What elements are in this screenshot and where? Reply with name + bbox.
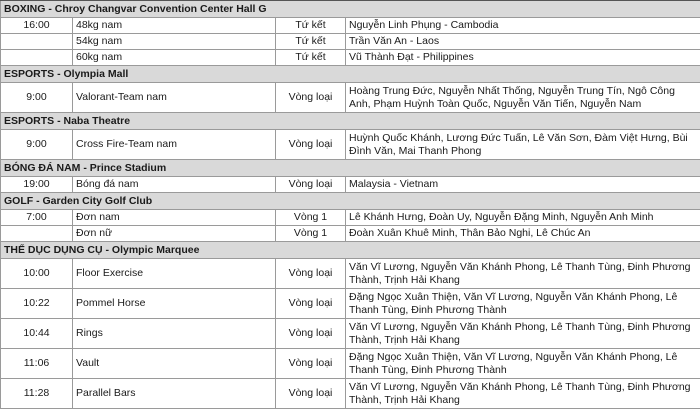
event-cell: Rings (73, 319, 276, 349)
time-cell (1, 226, 73, 242)
round-cell: Vòng 1 (276, 226, 346, 242)
round-cell: Vòng 1 (276, 210, 346, 226)
table-row (1, 319, 700, 349)
time-cell: 16:00 (1, 18, 73, 34)
section-title: THỂ DỤC DỤNG CỤ - Olympic Marquee (1, 242, 700, 259)
schedule-body (1, 1, 700, 409)
time-cell (1, 50, 73, 66)
table-row (1, 83, 700, 113)
section-title: BÓNG ĐÁ NAM - Prince Stadium (1, 160, 700, 177)
participants-cell: Vũ Thành Đạt - Philippines (346, 50, 700, 66)
participants-cell: Nguyễn Linh Phụng - Cambodia (346, 18, 700, 34)
table-row (1, 349, 700, 379)
round-cell: Vòng loại (276, 83, 346, 113)
table-row (1, 34, 700, 50)
time-cell: 11:06 (1, 349, 73, 379)
table-row (1, 379, 700, 409)
event-cell: Bóng đá nam (73, 177, 276, 193)
round-cell: Vòng loại (276, 259, 346, 289)
event-cell: Valorant-Team nam (73, 83, 276, 113)
round-cell: Tứ kết (276, 18, 346, 34)
round-cell: Tứ kết (276, 50, 346, 66)
round-cell: Vòng loại (276, 319, 346, 349)
section-header-gymnastics (1, 242, 700, 259)
time-cell: 10:00 (1, 259, 73, 289)
time-cell: 19:00 (1, 177, 73, 193)
round-cell: Tứ kết (276, 34, 346, 50)
participants-cell: Văn Vĩ Lương, Nguyễn Văn Khánh Phong, Lê Thanh Tùng, Đinh Phương Thành, Trịnh Hải Khang (346, 319, 700, 349)
section-title: GOLF - Garden City Golf Club (1, 193, 700, 210)
section-header-boxing (1, 1, 700, 18)
table-row (1, 210, 700, 226)
participants-cell: Hoàng Trung Đức, Nguyễn Nhất Thống, Nguyễn Trung Tín, Ngô Công Anh, Phạm Huỳnh Toàn Quốc, Nguyễn Văn Tiến, Nguyễn Nam (346, 83, 700, 113)
section-header-golf (1, 193, 700, 210)
section-title: ESPORTS - Naba Theatre (1, 113, 700, 130)
time-cell: 9:00 (1, 130, 73, 160)
event-cell: Floor Exercise (73, 259, 276, 289)
event-cell: Parallel Bars (73, 379, 276, 409)
round-cell: Vòng loại (276, 177, 346, 193)
round-cell: Vòng loại (276, 379, 346, 409)
section-header-esports-olympia (1, 66, 700, 83)
participants-cell: Đặng Ngọc Xuân Thiện, Văn Vĩ Lương, Nguyễn Văn Khánh Phong, Lê Thanh Tùng, Đinh Phương Thành (346, 289, 700, 319)
participants-cell: Huỳnh Quốc Khánh, Lương Đức Tuấn, Lê Văn Sơn, Đàm Việt Hưng, Bùi Đình Văn, Mai Thanh Phong (346, 130, 700, 160)
event-cell: Đơn nữ (73, 226, 276, 242)
event-cell: Cross Fire-Team nam (73, 130, 276, 160)
round-cell: Vòng loại (276, 289, 346, 319)
participants-cell: Đoàn Xuân Khuê Minh, Thân Bảo Nghi, Lê Chúc An (346, 226, 700, 242)
round-cell: Vòng loại (276, 130, 346, 160)
time-cell: 10:22 (1, 289, 73, 319)
participants-cell: Đặng Ngọc Xuân Thiện, Văn Vĩ Lương, Nguyễn Văn Khánh Phong, Lê Thanh Tùng, Đinh Phương Thành (346, 349, 700, 379)
section-title: ESPORTS - Olympia Mall (1, 66, 700, 83)
table-row (1, 130, 700, 160)
participants-cell: Malaysia - Vietnam (346, 177, 700, 193)
participants-cell: Lê Khánh Hưng, Đoàn Uy, Nguyễn Đặng Minh, Nguyễn Anh Minh (346, 210, 700, 226)
table-row (1, 259, 700, 289)
time-cell: 9:00 (1, 83, 73, 113)
table-row (1, 177, 700, 193)
table-row (1, 289, 700, 319)
event-cell: 60kg nam (73, 50, 276, 66)
table-row (1, 18, 700, 34)
time-cell: 10:44 (1, 319, 73, 349)
event-cell: 48kg nam (73, 18, 276, 34)
round-cell: Vòng loại (276, 349, 346, 379)
section-title: BOXING - Chroy Changvar Convention Center Hall G (1, 1, 700, 18)
time-cell: 11:28 (1, 379, 73, 409)
time-cell (1, 34, 73, 50)
participants-cell: Văn Vĩ Lương, Nguyễn Văn Khánh Phong, Lê Thanh Tùng, Đinh Phương Thành, Trịnh Hải Khang (346, 259, 700, 289)
section-header-esports-naba (1, 113, 700, 130)
participants-cell: Trần Văn An - Laos (346, 34, 700, 50)
table-row (1, 50, 700, 66)
event-cell: 54kg nam (73, 34, 276, 50)
time-cell: 7:00 (1, 210, 73, 226)
event-cell: Vault (73, 349, 276, 379)
event-cell: Pommel Horse (73, 289, 276, 319)
event-cell: Đơn nam (73, 210, 276, 226)
table-row (1, 226, 700, 242)
section-header-football (1, 160, 700, 177)
participants-cell: Văn Vĩ Lương, Nguyễn Văn Khánh Phong, Lê Thanh Tùng, Đinh Phương Thành, Trịnh Hải Khang (346, 379, 700, 409)
